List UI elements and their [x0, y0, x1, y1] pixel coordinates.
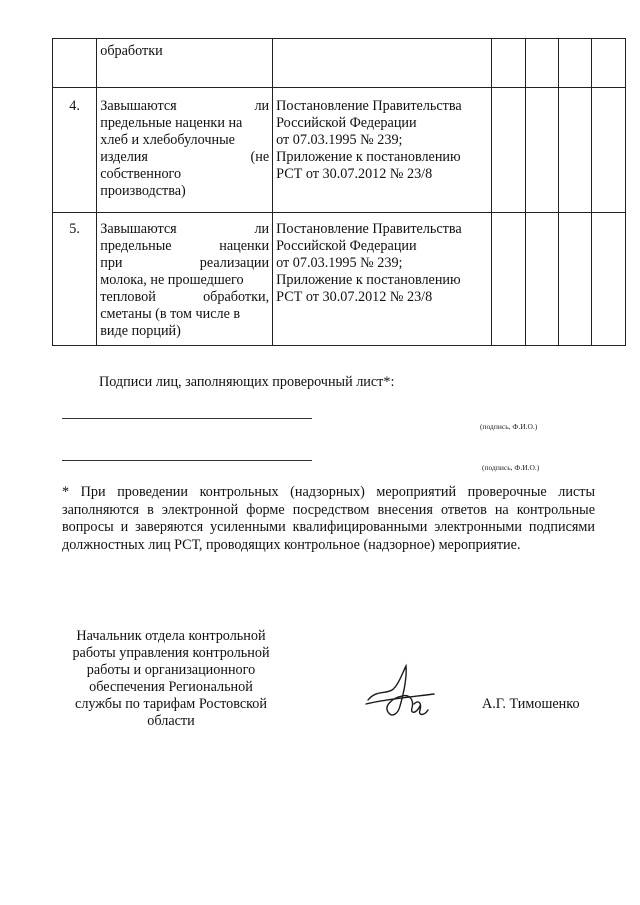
position-line: обеспечения Региональной	[89, 679, 253, 695]
table-row	[53, 88, 626, 213]
legal-reference-cell	[273, 213, 492, 346]
question-line	[100, 221, 269, 238]
question-line	[100, 166, 269, 183]
question-cell	[97, 88, 273, 213]
question-word: предельные	[100, 238, 172, 254]
question-word: Завышаются	[100, 98, 177, 114]
signer-name: А.Г. Тимошенко	[482, 696, 580, 712]
reference-line: Российской Федерации	[276, 115, 417, 131]
question-word: наценки	[219, 238, 270, 254]
question-word: производства)	[100, 183, 186, 199]
legal-reference-cell	[273, 88, 492, 213]
question-line	[100, 306, 269, 323]
question-line	[100, 149, 269, 166]
signature-line-2	[62, 460, 312, 461]
table-row	[53, 39, 626, 88]
notes-cell	[592, 213, 626, 346]
question-text	[100, 43, 269, 60]
question-word: хлеб и хлебобулочные	[100, 132, 235, 148]
question-line	[100, 289, 269, 306]
question-line	[100, 43, 269, 60]
reference-line: от 07.03.1995 № 239;	[276, 255, 403, 271]
signature-hint-2: (подпись, Ф.И.О.)	[482, 463, 540, 472]
position-line: работы и организационного	[86, 662, 256, 678]
question-word: виде порций)	[100, 323, 181, 339]
answer-yes-cell	[492, 88, 525, 213]
signature-line-1	[62, 418, 312, 419]
question-word: тепловой	[100, 289, 156, 305]
question-line	[100, 98, 269, 115]
position-line: службы по тарифам Ростовской	[75, 696, 267, 712]
answer-na-cell	[559, 88, 592, 213]
notes-cell	[592, 39, 626, 88]
position-line: области	[147, 713, 195, 729]
answer-yes-cell	[492, 213, 525, 346]
reference-line: от 07.03.1995 № 239;	[276, 132, 403, 148]
question-word: обработки	[100, 43, 163, 59]
question-line	[100, 323, 269, 340]
legal-reference-text	[276, 98, 488, 183]
footnote: * При проведении контрольных (надзорных) мероприятий проверочные листы заполняются в электронной форме посредством внесения ответов на контрольные вопросы и заверяются усиленными квалифицированными электронными подписями должностных лиц РСТ, проводящих контрольное (надзорное) мероприятие.	[62, 484, 595, 553]
question-line	[100, 183, 269, 200]
question-word: сметаны (в том числе в	[100, 306, 241, 322]
question-line	[100, 272, 269, 289]
row-number-cell: 5.	[53, 213, 97, 346]
question-word: обработки,	[203, 289, 270, 305]
reference-line: Приложение к постановлению	[276, 272, 461, 288]
signatures-heading: Подписи лиц, заполняющих проверочный лист*:	[99, 374, 395, 390]
question-word: ли	[254, 221, 270, 237]
row-number-cell	[53, 39, 97, 88]
question-line	[100, 238, 269, 255]
table-row	[53, 213, 626, 346]
reference-line: Российской Федерации	[276, 238, 417, 254]
question-cell	[97, 39, 273, 88]
answer-no-cell	[525, 39, 558, 88]
answer-no-cell	[525, 213, 558, 346]
answer-na-cell	[559, 213, 592, 346]
question-word: изделия	[100, 149, 148, 165]
reference-line: Постановление Правительства	[276, 221, 462, 237]
checklist-table-body	[53, 39, 626, 346]
notes-cell	[592, 88, 626, 213]
question-word: собственного	[100, 166, 182, 182]
question-text	[100, 221, 269, 340]
question-word: молока, не прошедшего	[100, 272, 244, 288]
question-line	[100, 115, 269, 132]
position-line: Начальник отдела контрольной	[76, 628, 266, 644]
reference-line: РСТ от 30.07.2012 № 23/8	[276, 289, 433, 305]
legal-reference-text	[276, 221, 488, 306]
reference-line: РСТ от 30.07.2012 № 23/8	[276, 166, 433, 182]
question-word: реализации	[199, 255, 270, 271]
question-line	[100, 132, 269, 149]
question-text	[100, 98, 269, 200]
handwritten-signature	[362, 660, 438, 722]
answer-na-cell	[559, 39, 592, 88]
question-line	[100, 255, 269, 272]
question-word: (не	[250, 149, 270, 165]
question-cell	[97, 213, 273, 346]
legal-reference-cell	[273, 39, 492, 88]
question-word: при	[100, 255, 123, 271]
row-number-cell: 4.	[53, 88, 97, 213]
answer-yes-cell	[492, 39, 525, 88]
question-word: ли	[254, 98, 270, 114]
answer-no-cell	[525, 88, 558, 213]
checklist-table	[52, 38, 626, 346]
reference-line: Приложение к постановлению	[276, 149, 461, 165]
reference-line: Постановление Правительства	[276, 98, 462, 114]
question-word: Завышаются	[100, 221, 177, 237]
position-line: работы управления контрольной	[72, 645, 270, 661]
signature-hint-1: (подпись, Ф.И.О.)	[480, 422, 538, 431]
question-word: предельные наценки на	[100, 115, 243, 131]
signer-position	[62, 628, 280, 730]
